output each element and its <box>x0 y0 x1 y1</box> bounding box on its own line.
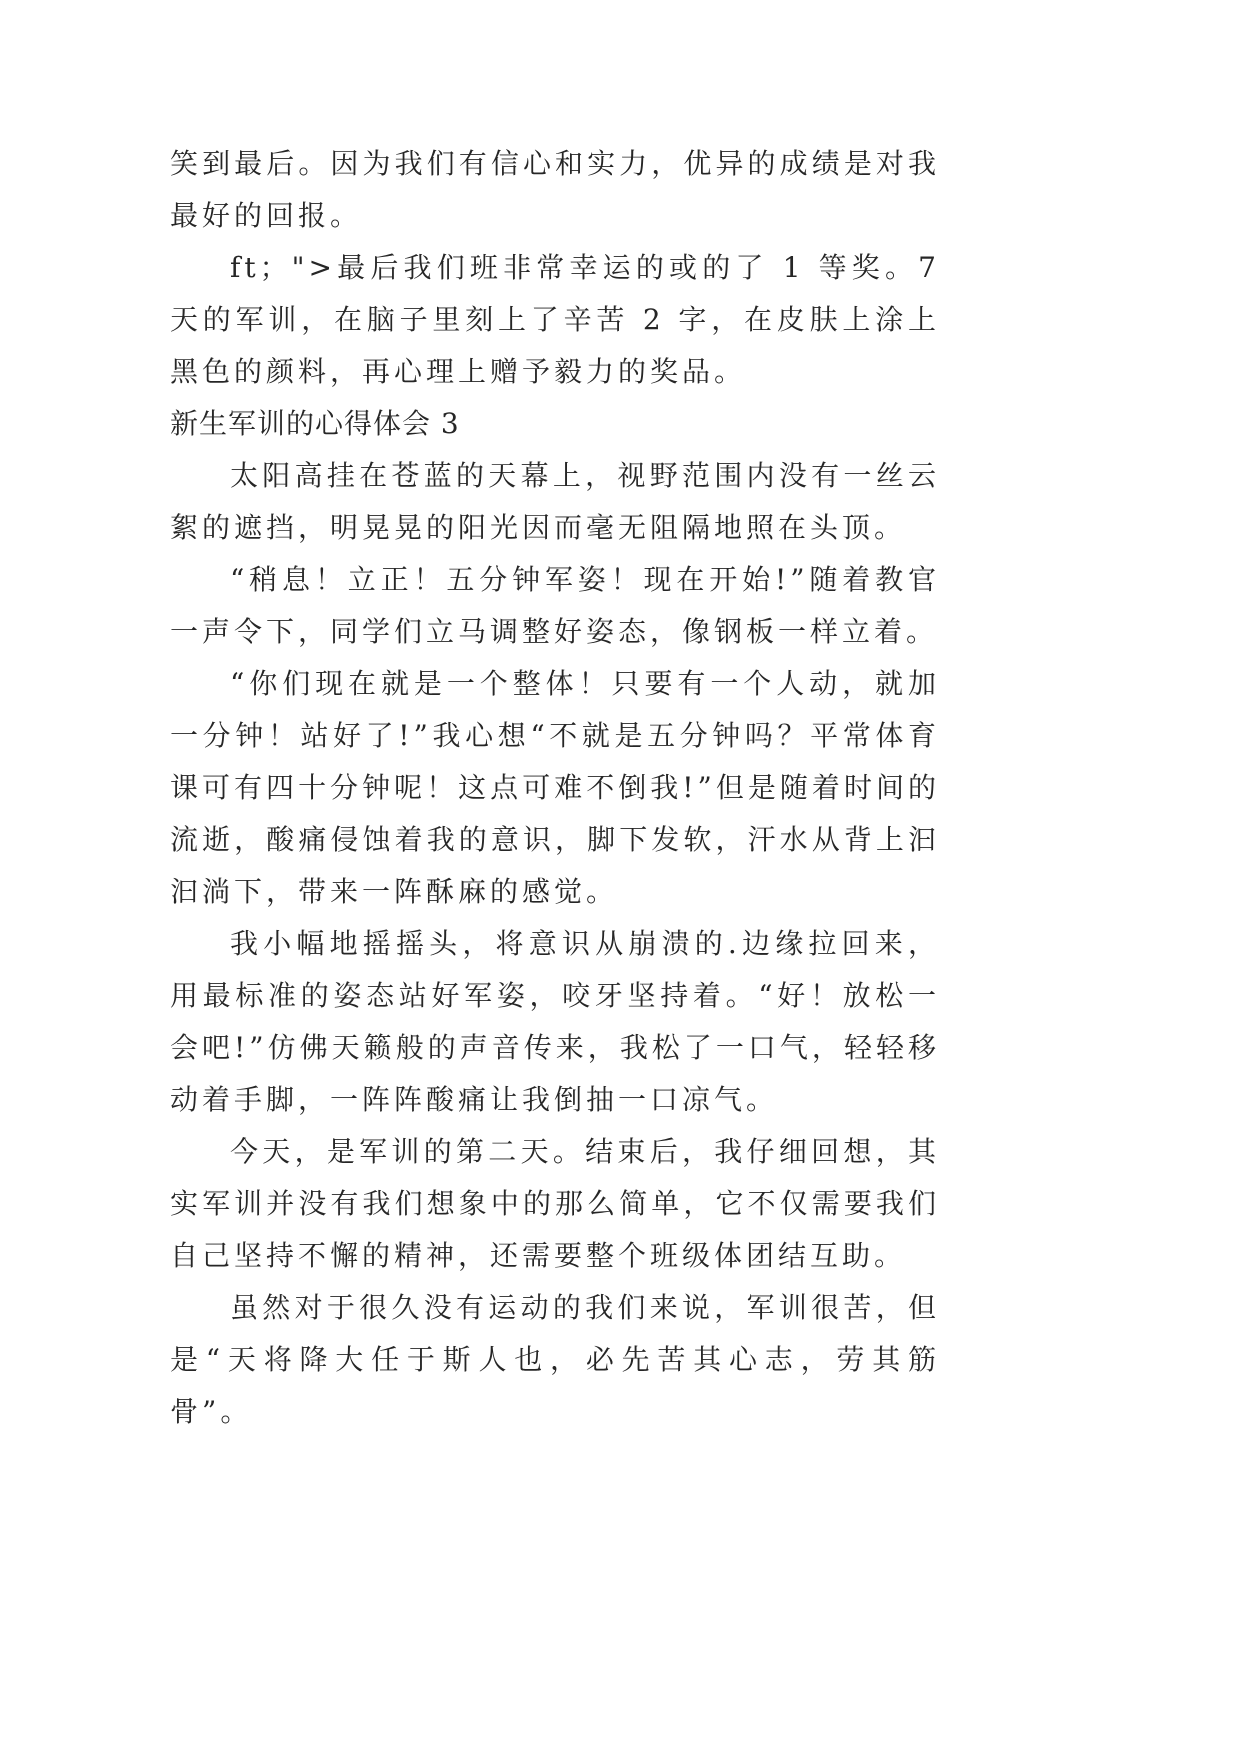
paragraph-continuation: 笑到最后。因为我们有信心和实力，优异的成绩是对我最好的回报。 <box>170 147 940 232</box>
document-body <box>170 138 940 1438</box>
paragraph-second-day: 今天，是军训的第二天。结束后，我仔细回想，其实军训并没有我们想象中的那么简单，它不仅需要我们自己坚持不懈的精神，还需要整个班级体团结互助。 <box>170 1135 940 1272</box>
section-heading: 新生军训的心得体会 3 <box>170 407 460 440</box>
paragraph-sun: 太阳高挂在苍蓝的天幕上，视野范围内没有一丝云絮的遮挡，明晃晃的阳光因而毫无阻隔地照在头顶。 <box>170 459 940 544</box>
paragraph-whole: “你们现在就是一个整体！只要有一个人动，就加一分钟！站好了!”我心想“不就是五分钟吗？平常体育课可有四十分钟呢！这点可难不倒我!”但是随着时间的流逝，酸痛侵蚀着我的意识，脚下发软，汗水从背上汩汩淌下，带来一阵酥麻的感觉。 <box>170 667 940 908</box>
paragraph-hardship: 虽然对于很久没有运动的我们来说，军训很苦，但是“天将降大任于斯人也，必先苦其心志，劳其筋骨”。 <box>170 1291 940 1428</box>
paragraph-award: ft；">最后我们班非常幸运的或的了 1 等奖。7 天的军训，在脑子里刻上了辛苦 2 字，在皮肤上涂上黑色的颜料，再心理上赠予毅力的奖品。 <box>170 251 940 388</box>
paragraph-shake-head: 我小幅地摇摇头，将意识从崩溃的.边缘拉回来，用最标准的姿态站好军姿，咬牙坚持着。“好！放松一会吧!”仿佛天籁般的声音传来，我松了一口气，轻轻移动着手脚，一阵阵酸痛让我倒抽一口凉气。 <box>170 927 940 1116</box>
paragraph-command: “稍息！立正！五分钟军姿！现在开始!”随着教官一声令下，同学们立马调整好姿态，像钢板一样立着。 <box>170 563 940 648</box>
